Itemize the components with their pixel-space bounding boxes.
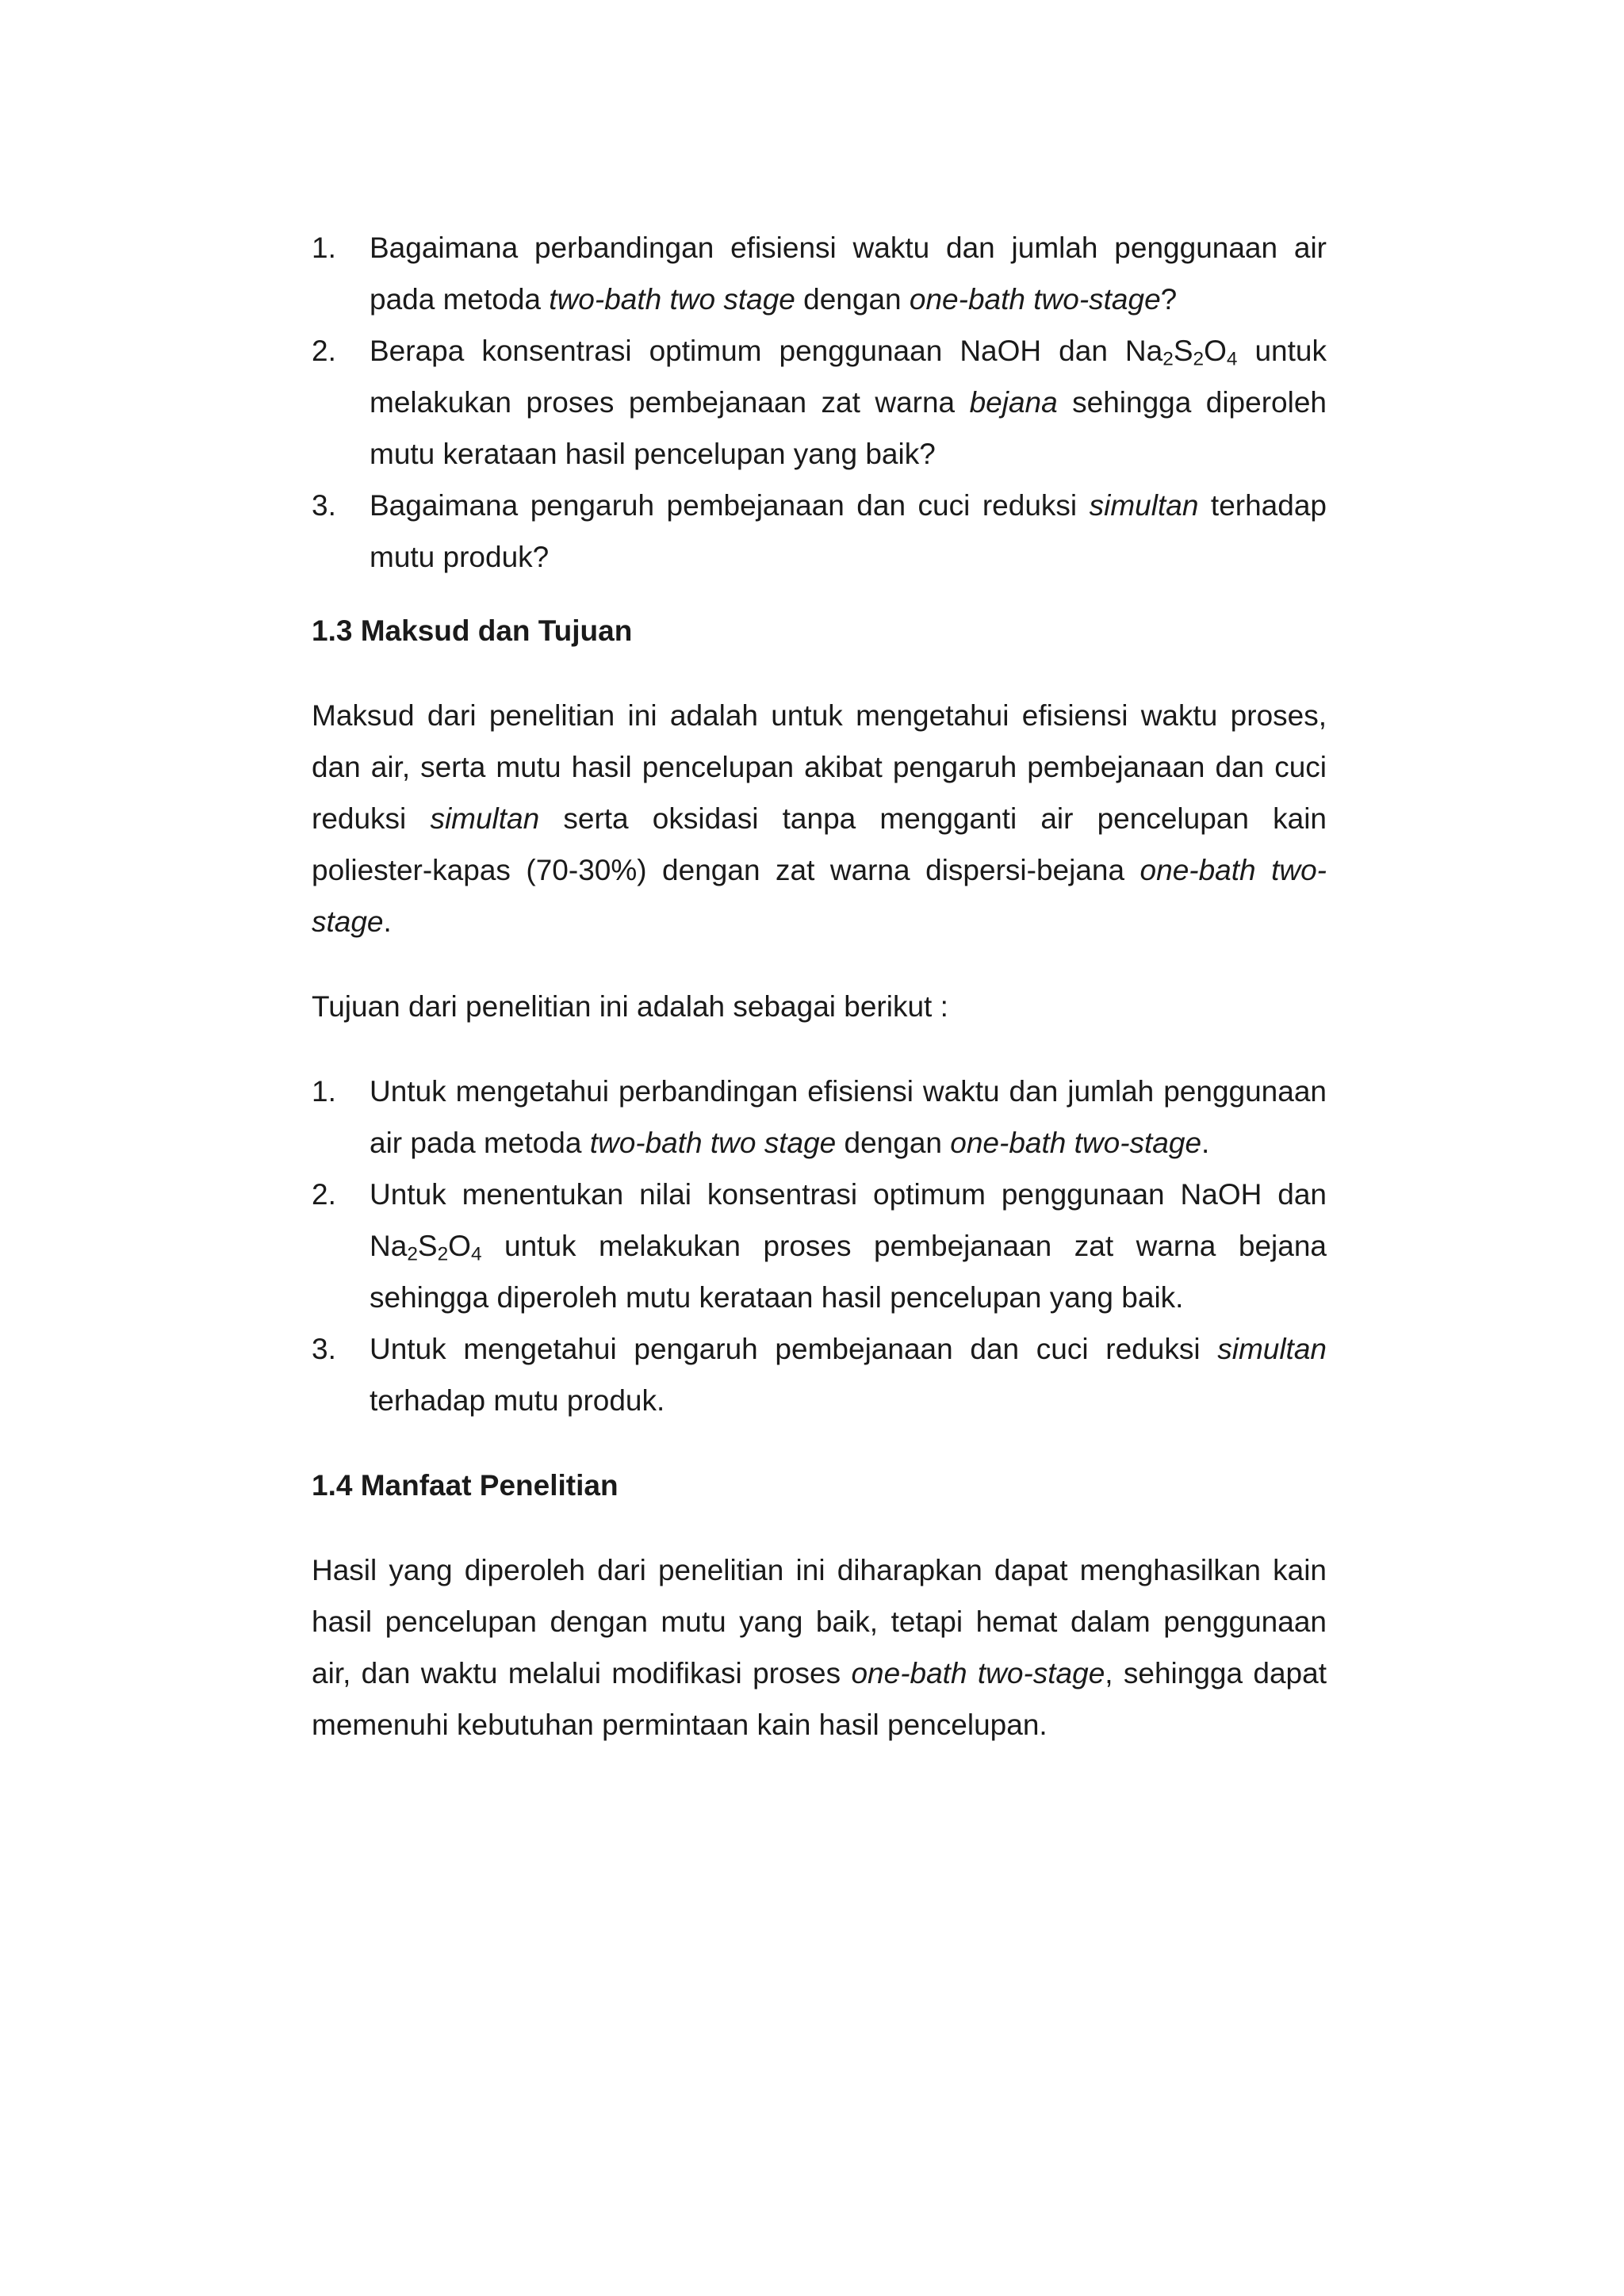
- text-run: untuk melakukan proses pembejanaan zat warna bejana sehingga diperoleh mutu kerataan hasil pencelupan yang baik.: [370, 1230, 1327, 1314]
- text-run: dengan: [795, 283, 910, 316]
- text-run: O: [448, 1230, 471, 1262]
- text-run: Untuk menentukan nilai konsentrasi optimum penggunaan NaOH dan Na: [370, 1178, 1327, 1262]
- italic-text: simultan: [1217, 1333, 1327, 1365]
- text-run: terhadap mutu produk?: [370, 489, 1327, 573]
- text-run: Untuk mengetahui perbandingan efisiensi waktu dan jumlah penggunaan air pada metoda: [370, 1075, 1327, 1159]
- text-run: serta oksidasi tanpa mengganti air pencelupan kain poliester-kapas (70-30%) dengan zat warna dispersi-bejana: [312, 802, 1327, 886]
- list-item-text: [370, 335, 1327, 470]
- list-number: 3.: [312, 1333, 336, 1365]
- text-run: .: [383, 905, 392, 938]
- list-item: [312, 222, 1327, 325]
- text-run: S: [1173, 335, 1193, 367]
- italic-text: simultan: [430, 802, 540, 835]
- list-number: 2.: [312, 335, 336, 367]
- subscript-text: 4: [470, 1243, 482, 1265]
- subscript-text: 2: [407, 1243, 418, 1265]
- research-questions-list: [312, 222, 1327, 583]
- list-item: [312, 325, 1327, 480]
- maksud-paragraph: [312, 690, 1327, 947]
- list-item-text: [370, 1333, 1327, 1417]
- text-run: Untuk mengetahui pengaruh pembejanaan dan cuci reduksi: [370, 1333, 1218, 1365]
- italic-text: bejana: [969, 386, 1058, 419]
- list-item: [312, 1066, 1327, 1169]
- document-page: [312, 222, 1327, 1751]
- subscript-text: 4: [1226, 348, 1238, 370]
- list-item-text: [370, 232, 1327, 316]
- text-run: dengan: [836, 1127, 951, 1159]
- list-item-text: [370, 1075, 1327, 1159]
- list-item: [312, 480, 1327, 583]
- text-run: .: [1201, 1127, 1210, 1159]
- tujuan-intro: Tujuan dari penelitian ini adalah sebagai berikut :: [312, 990, 948, 1023]
- text-run: terhadap mutu produk.: [370, 1384, 665, 1417]
- subscript-text: 2: [1193, 348, 1205, 370]
- text-run: S: [417, 1230, 438, 1262]
- italic-text: two-bath two stage: [589, 1127, 837, 1159]
- subscript-text: 2: [437, 1243, 449, 1265]
- objectives-list: [312, 1066, 1327, 1426]
- text-run: Bagaimana pengaruh pembejanaan dan cuci reduksi: [370, 489, 1090, 522]
- list-item: [312, 1323, 1327, 1426]
- italic-text: one-bath two-stage: [909, 283, 1161, 316]
- italic-text: simultan: [1089, 489, 1199, 522]
- list-number: 2.: [312, 1178, 336, 1211]
- list-item-text: [370, 489, 1327, 573]
- list-item: [312, 1169, 1327, 1323]
- manfaat-paragraph: [312, 1544, 1327, 1751]
- italic-text: one-bath two-stage: [312, 854, 1327, 938]
- text-run: ?: [1160, 283, 1178, 316]
- section-heading-manfaat: 1.4 Manfaat Penelitian: [312, 1469, 619, 1502]
- text-run: Berapa konsentrasi optimum penggunaan NaOH dan Na: [370, 335, 1163, 367]
- subscript-text: 2: [1162, 348, 1174, 370]
- italic-text: one-bath two-stage: [950, 1127, 1202, 1159]
- text-run: Maksud dari penelitian ini adalah untuk mengetahui efisiensi waktu proses, dan air, serta mutu hasil pencelupan akibat pengaruh pembejanaan dan cuci reduksi: [312, 699, 1327, 835]
- list-number: 1.: [312, 1075, 336, 1108]
- text-run: , sehingga dapat memenuhi kebutuhan permintaan kain hasil pencelupan.: [312, 1657, 1327, 1741]
- text-run: Bagaimana perbandingan efisiensi waktu dan jumlah penggunaan air pada metoda: [370, 232, 1327, 316]
- text-run: untuk melakukan proses pembejanaan zat warna: [370, 335, 1327, 419]
- list-number: 1.: [312, 232, 336, 264]
- text-run: Hasil yang diperoleh dari penelitian ini diharapkan dapat menghasilkan kain hasil pencelupan dengan mutu yang baik, tetapi hemat dalam penggunaan air, dan waktu melalui modifikasi proses: [312, 1554, 1327, 1689]
- list-number: 3.: [312, 489, 336, 522]
- text-run: sehingga diperoleh mutu kerataan hasil pencelupan yang baik?: [370, 386, 1327, 470]
- list-item-text: [370, 1178, 1327, 1314]
- italic-text: two-bath two stage: [549, 283, 795, 316]
- italic-text: one-bath two-stage: [851, 1657, 1105, 1689]
- section-heading-maksud-tujuan: 1.3 Maksud dan Tujuan: [312, 614, 633, 647]
- text-run: O: [1204, 335, 1227, 367]
